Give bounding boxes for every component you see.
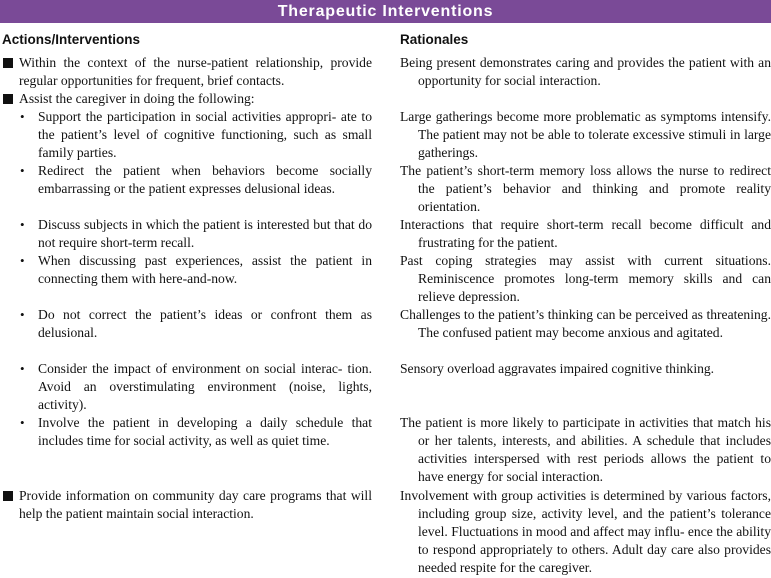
bullet-dot-icon: • (20, 253, 25, 268)
rationales-column-header: Rationales (400, 32, 469, 47)
rationale-text: The patient’s short-term memory loss allows the nurse to redirect the patient’s behavior and thinking and promote reality orientation. (400, 163, 771, 214)
bullet-dot-icon: • (20, 217, 25, 232)
square-bullet-icon (3, 58, 13, 68)
sub-action-item: Discuss subjects in which the patient is interested but that do not require short-term recall. (38, 217, 372, 250)
sub-action-item: Redirect the patient when behaviors become socially embarrassing or the patient expresses delusional ideas. (38, 163, 372, 196)
rationale-text: Challenges to the patient’s thinking can be perceived as threatening. The confused patient may become anxious and agitated. (400, 307, 771, 340)
rationale-text: Sensory overload aggravates impaired cognitive thinking. (400, 361, 715, 376)
bullet-dot-icon: • (20, 361, 25, 376)
section-banner: Therapeutic Interventions (0, 0, 771, 23)
rationale-text: Large gatherings become more problematic as symptoms intensify. The patient may not be able to tolerate excessive stimuli in large gatherings. (400, 109, 771, 160)
rationale-text: Being present demonstrates caring and provides the patient with an opportunity for social interaction. (400, 55, 771, 88)
bullet-dot-icon: • (20, 109, 25, 124)
sub-action-item: Consider the impact of environment on social interac- tion. Avoid an overstimulating environment (noise, lights, activity). (38, 361, 372, 412)
rationale-text: Past coping strategies may assist with current situations. Reminiscence promotes long-term memory skills and can relieve depression. (400, 253, 771, 304)
square-bullet-icon (3, 94, 13, 104)
actions-column-header: Actions/Interventions (2, 32, 141, 47)
action-item: Assist the caregiver in doing the following: (19, 91, 255, 106)
sub-action-item: When discussing past experiences, assist the patient in connecting them with here-and-now. (38, 253, 372, 286)
bullet-dot-icon: • (20, 415, 25, 430)
rationale-text: Involvement with group activities is determined by various factors, including group size, activity level, and the patient’s tolerance level. Fluctuations in mood and affect may influ- ence the ability to respond appropriately to others. Adult day care also provides needed respite for the caregiver. (400, 488, 771, 575)
sub-action-item: Involve the patient in developing a daily schedule that includes time for social activity, as well as quiet time. (38, 415, 372, 448)
square-bullet-icon (3, 491, 13, 501)
sub-action-item: Support the participation in social activities appropri- ate to the patient’s level of cognitive functioning, such as small family parties. (38, 109, 372, 160)
action-item: Provide information on community day care programs that will help the patient maintain social interaction. (19, 488, 372, 521)
bullet-dot-icon: • (20, 163, 25, 178)
rationale-text: The patient is more likely to participate in activities that match his or her talents, interests, and abilities. A schedule that includes activities interspersed with rest periods allows the patient to have energy for social interaction. (400, 415, 771, 484)
bullet-dot-icon: • (20, 307, 25, 322)
rationale-text: Interactions that require short-term recall become difficult and frustrating for the patient. (400, 217, 771, 250)
action-item: Within the context of the nurse-patient relationship, provide regular opportunities for frequent, brief contacts. (19, 55, 372, 88)
sub-action-item: Do not correct the patient’s ideas or confront them as delusional. (38, 307, 372, 340)
